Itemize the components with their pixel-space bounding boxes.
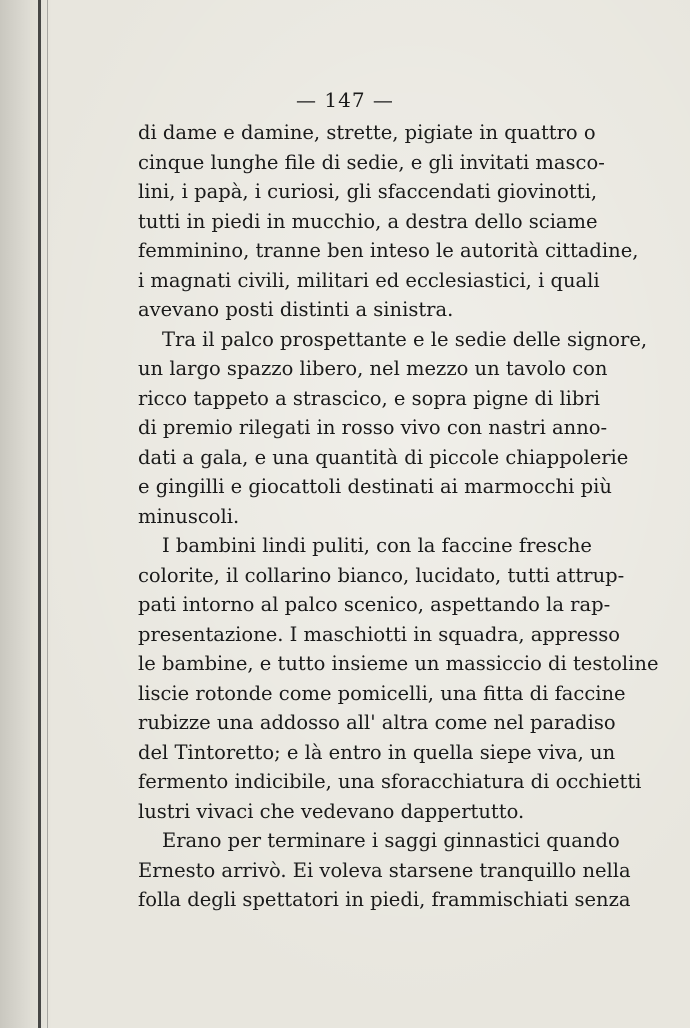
text-line: colorite, il collarino bianco, lucidato, tutti attrup- (138, 563, 625, 587)
paragraph-start-line: I bambini lindi puliti, con la faccine fresche (162, 534, 592, 557)
text-line: lustri vivaci che vedevano dappertutto. (138, 799, 525, 823)
book-binding-edge (38, 0, 41, 1028)
page-number: — 147 — (296, 88, 394, 112)
text-line: i magnati civili, militari ed ecclesiastici, i quali (138, 268, 600, 292)
text-line: femminino, tranne ben inteso le autorità cittadine, (138, 239, 639, 262)
text-line: minuscoli. (138, 504, 240, 528)
text-line: Ernesto arrivò. Ei voleva starsene tranquillo nella (138, 858, 631, 882)
text-line: liscie rotonde come pomicelli, una fitta di faccine (138, 681, 626, 705)
text-line: cinque lunghe file di sedie, e gli invitati masco- (138, 150, 605, 174)
text-line: fermento indicibile, una sforacchiatura di occhietti (138, 770, 642, 793)
text-line: di dame e damine, strette, pigiate in quattro o (138, 121, 596, 144)
text-line: di premio rilegati in rosso vivo con nastri anno- (138, 416, 608, 439)
text-line: le bambine, e tutto insieme un massiccio di testoline (138, 652, 659, 675)
text-line: tutti in piedi in mucchio, a destra dello sciame (138, 209, 598, 233)
text-line: del Tintoretto; e là entro in quella siepe viva, un (138, 740, 616, 764)
text-line: rubizze una addosso all' altra come nel paradiso (138, 711, 616, 734)
book-binding-edge-inner (47, 0, 48, 1028)
book-spine-shadow (0, 0, 52, 1028)
text-line: un largo spazzo libero, nel mezzo un tavolo con (138, 357, 608, 380)
text-line: lini, i papà, i curiosi, gli sfaccendati giovinotti, (138, 180, 598, 203)
text-line: ricco tappeto a strascico, e sopra pigne di libri (138, 386, 600, 410)
text-line: e gingilli e giocattoli destinati ai marmocchi più (138, 475, 612, 498)
text-line: folla degli spettatori in piedi, frammischiati senza (138, 888, 631, 911)
text-line: avevano posti distinti a sinistra. (138, 298, 454, 321)
text-line: dati a gala, e una quantità di piccole chiappolerie (138, 445, 629, 469)
body-text (138, 118, 659, 915)
text-line: pati intorno al palco scenico, aspettando la rap- (138, 593, 611, 616)
paragraph-start-line: Tra il palco prospettante e le sedie delle signore, (162, 327, 648, 351)
paragraph-start-line: Erano per terminare i saggi ginnastici quando (162, 829, 620, 852)
text-line: presentazione. I maschiotti in squadra, appresso (138, 622, 620, 646)
